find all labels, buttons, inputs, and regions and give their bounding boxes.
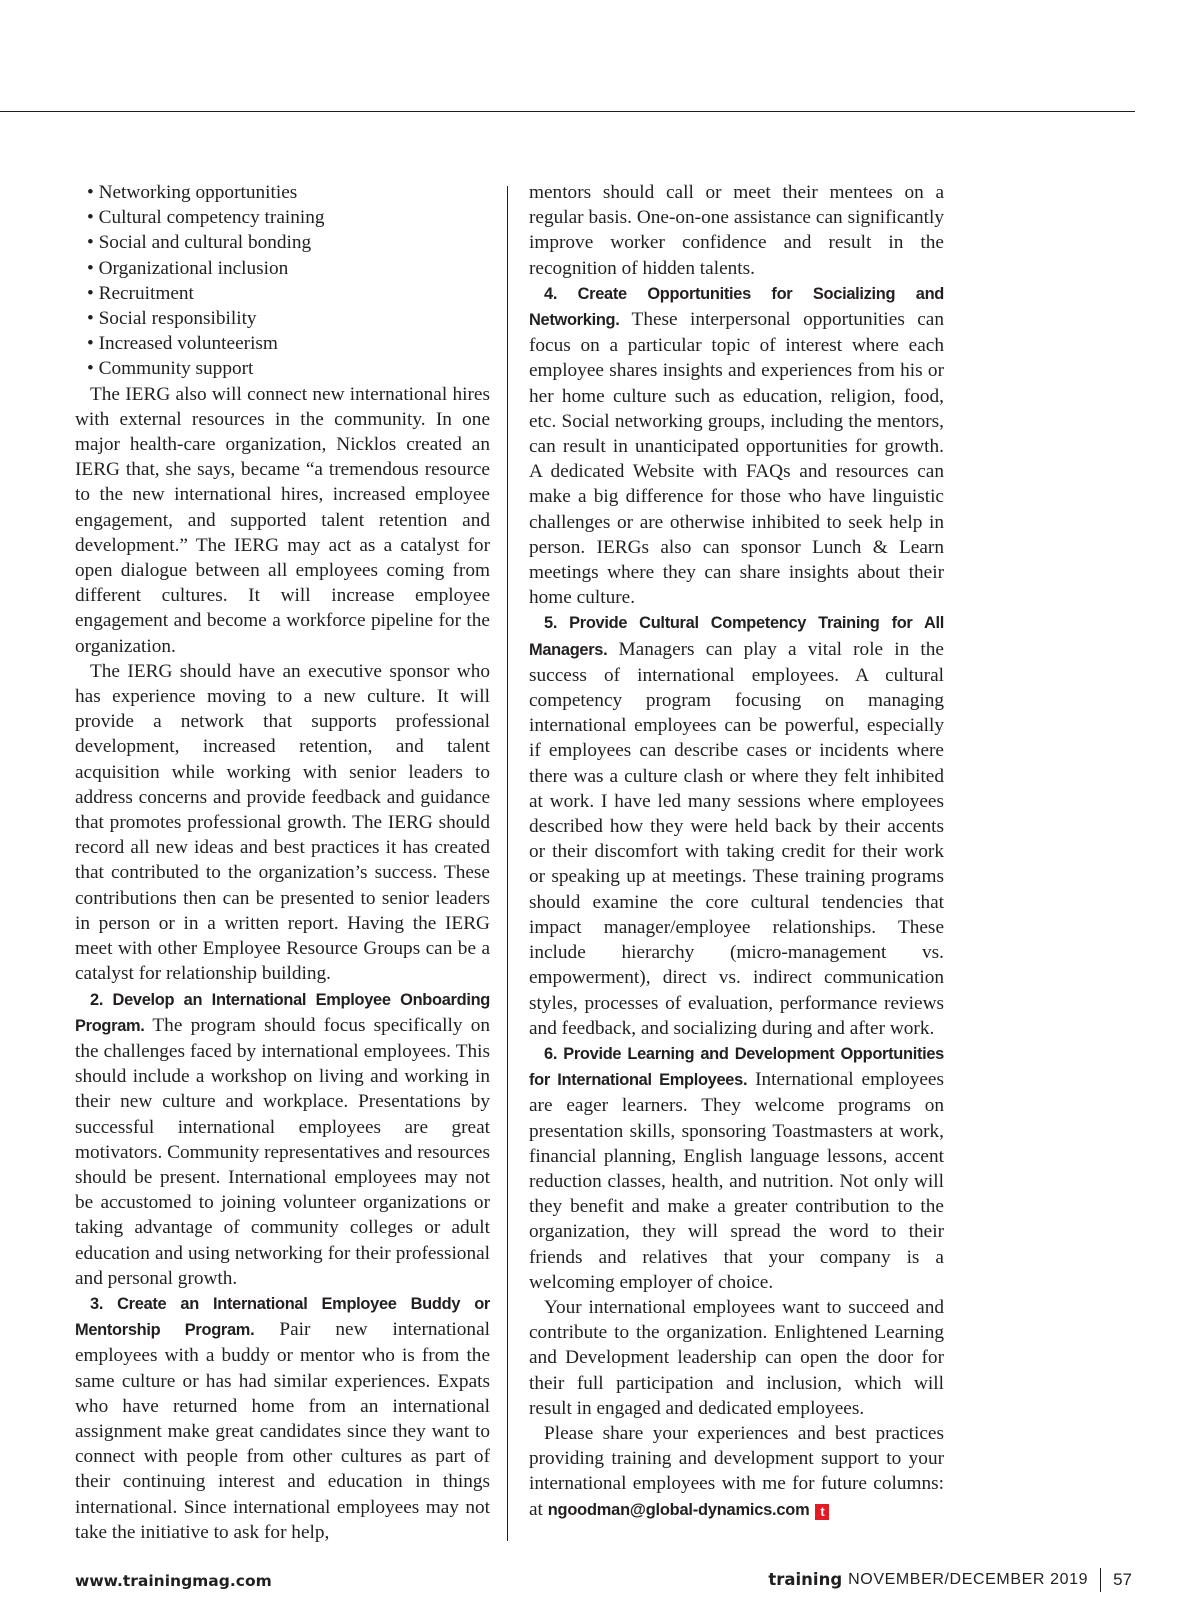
section-socializing xyxy=(529,281,944,611)
column-divider xyxy=(507,186,508,1541)
paragraph-executive-sponsor: The IERG should have an executive sponsor who has experience moving to a new culture. It will provide a network that supports professional development, increased retention, and talent acquisition while working with senior leaders to address concerns and provide feedback and guidance that promotes professional growth. The IERG should record all new ideas and best practices it has created that contributed to the organization’s success. These contributions then can be presented to senior leaders in person or in a written report. Having the IERG meet with other Employee Resource Groups can be a catalyst for relationship building. xyxy=(75,660,490,985)
section-body: These interpersonal opportunities can focus on a particular topic of interest where each employee shares insights and experiences from his or her home culture such as education, religion, food, etc. Social networking groups, including the mentors, can result in unanticipated opportunities for growth. A dedicated Website with FAQs and resources can make a big difference for those who have linguistic challenges or are otherwise inhibited to seek help in person. IERGs also can sponsor Lunch & Learn meetings where they can share insights about their home culture. xyxy=(529,309,944,609)
section-heading: 2. Develop an International Employee Onboarding Program. xyxy=(75,990,490,1035)
section-body: Pair new international employees with a buddy or mentor who is from the same culture or has had similar experiences. Expats who have returned home from an international assignment make great candidates since they want to connect with people from other cultures as part of their continuing interest and education in things international. Since international employees may not take the initiative to ask for help, xyxy=(75,1319,490,1543)
list-item: • Community support xyxy=(87,356,490,381)
list-item: • Social and cultural bonding xyxy=(87,230,490,255)
section-cultural-training xyxy=(529,610,944,1040)
list-item: • Increased volunteerism xyxy=(87,331,490,356)
section-heading: 5. Provide Cultural Competency Training for All Managers. xyxy=(529,614,944,659)
footer-separator xyxy=(1100,1568,1101,1592)
section-mentorship xyxy=(75,1291,490,1545)
footer-brand: training xyxy=(768,1570,843,1589)
section-heading: 4. Create Opportunities for Socializing and Networking. xyxy=(529,284,944,330)
paragraph-closing: Your international employees want to succeed and contribute to the organization. Enlightened Learning and Development leadership can open the door for their full participation and inclusion, which will result in engaged and dedicated employees. xyxy=(529,1296,944,1419)
section-body: The program should focus specifically on the challenges faced by international employees. This should include a workshop on living and working in their new culture and workplace. Presentations by successful international employees are great motivators. Community representatives and resources should be present. International employees may not be accustomed to joining volunteer organizations or taking advantage of community colleges or adult education and using networking for their professional and personal growth. xyxy=(75,1014,490,1289)
page-number: 57 xyxy=(1113,1570,1132,1589)
end-mark-icon: t xyxy=(815,1504,829,1520)
footer-website-link[interactable]: www.trainingmag.com xyxy=(75,1572,272,1590)
call-to-action-text: Please share your experiences and best practices providing training and development support to your international employees with me for future columns: at xyxy=(529,1422,944,1520)
list-item: • Social responsibility xyxy=(87,306,490,331)
left-column xyxy=(75,180,490,1545)
top-rule xyxy=(0,111,1135,112)
list-item: • Recruitment xyxy=(87,281,490,306)
section-heading: 6. Provide Learning and Development Opportunities for International Employees. xyxy=(529,1044,944,1090)
paragraph-mentorship-continued: mentors should call or meet their mentees on a regular basis. One-on-one assistance can significantly improve worker confidence and result in the recognition of hidden talents. xyxy=(529,182,944,279)
footer-folio xyxy=(768,1568,1132,1592)
right-column xyxy=(529,180,944,1523)
section-body: Managers can play a vital role in the success of international employees. A cultural competency program focusing on managing international employees can be powerful, especially if employees can describe cases or incidents where there was a culture clash or where they felt inhibited at work. I have led many sessions where employees described how they were held back by their accents or their discomfort with taking credit for their work or speaking up at meetings. These training programs should examine the core cultural tendencies that impact manager/employee relationships. These include hierarchy (micro-management vs. empowerment), direct vs. indirect communication styles, processes of evaluation, performance reviews and feedback, and socializing during and after work. xyxy=(529,638,944,1039)
section-learning-development xyxy=(529,1041,944,1295)
section-body: International employees are eager learners. They welcome programs on presentation skills, sponsoring Toastmasters at work, financial planning, English language lessons, accent reduction classes, health, and nutrition. Not only will they benefit and make a greater contribution to the organization, they will spread the word to their friends and relatives that your company is a welcoming employer of choice. xyxy=(529,1069,944,1293)
footer-issue-date: NOVEMBER/DECEMBER 2019 xyxy=(848,1571,1089,1588)
list-item: • Cultural competency training xyxy=(87,205,490,230)
section-onboarding xyxy=(75,987,490,1291)
paragraph-call-to-action xyxy=(529,1421,944,1523)
author-email-link[interactable]: ngoodman@global-dynamics.com xyxy=(547,1500,810,1519)
list-item: • Networking opportunities xyxy=(87,180,490,205)
paragraph-ierg-resources: The IERG also will connect new international hires with external resources in the community. In one major health-care organization, Nicklos created an IERG that, she says, became “a tremendous resource to the new international hires, increased employee engagement, and supported talent retention and development.” The IERG may act as a catalyst for open dialogue between all employees coming from different cultures. It will increase employee engagement and become a workforce pipeline for the organization. xyxy=(75,383,490,657)
list-item: • Organizational inclusion xyxy=(87,256,490,281)
section-heading: 3. Create an International Employee Buddy or Mentorship Program. xyxy=(75,1294,490,1340)
benefits-list xyxy=(75,180,490,382)
